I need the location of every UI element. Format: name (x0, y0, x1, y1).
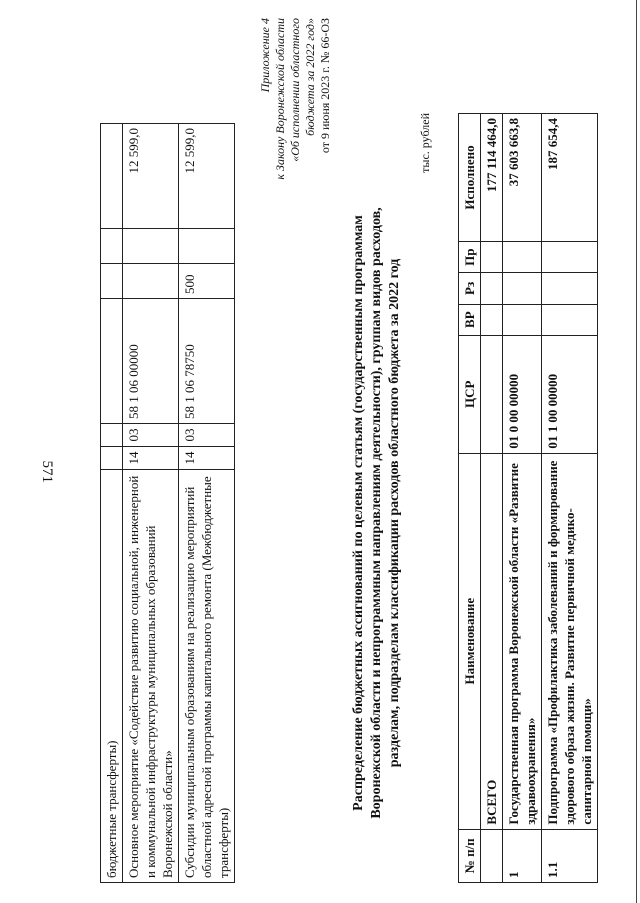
row-csr: 01 1 00 00000 (542, 335, 598, 453)
title-line: Воронежской области и непрограммным направлениям деятельности), группам видов расходов, (369, 207, 384, 819)
row-vr (481, 304, 503, 335)
header-row (459, 114, 481, 883)
document-title (350, 163, 404, 863)
appendix-line: Приложение 4 (258, 18, 272, 93)
row-subsection (101, 424, 123, 447)
table-row (503, 114, 542, 883)
table-row (123, 124, 179, 883)
row-rz (542, 273, 598, 304)
page-number: 571 (39, 460, 55, 483)
table-row (179, 124, 235, 883)
row-vr: 500 (179, 264, 235, 299)
row-name: Субсидии муниципальным образованиям на реализацию мероприятий областной адресной программы капитального ремонта (Межбюджетные трансферты) (179, 470, 235, 883)
row-value: 187 654,4 (542, 114, 598, 242)
row-name: Основное мероприятие «Содействие развитию социальной, инженерной и коммунальной инфраструктуры муниципальных образований Воронежской области» (123, 470, 179, 883)
row-subsection: 03 (123, 424, 179, 447)
row-value: 37 603 663,8 (503, 114, 542, 242)
row-csr (101, 299, 123, 424)
row-pr (542, 242, 598, 273)
table-row (101, 124, 123, 883)
header-value: Исполнено (459, 114, 481, 242)
row-rz (503, 273, 542, 304)
unit-label: тыс. рублей (418, 113, 432, 173)
row-csr (481, 335, 503, 453)
bottom-rule (636, 0, 637, 903)
row-subsection: 03 (179, 424, 235, 447)
row-section: 14 (179, 447, 235, 470)
row-csr: 01 0 00 00000 (503, 335, 542, 453)
row-pr (179, 229, 235, 264)
main-table (458, 113, 598, 883)
table-row (481, 114, 503, 883)
row-vr (101, 264, 123, 299)
row-vr (542, 304, 598, 335)
row-name: Государственная программа Воронежской области «Развитие здравоохранения» (503, 453, 542, 829)
header-pr: Пр (459, 242, 481, 273)
row-name: ВСЕГО (481, 453, 503, 829)
row-value: 12 599,0 (179, 124, 235, 229)
row-pr (503, 242, 542, 273)
row-vr (503, 304, 542, 335)
row-num (481, 829, 503, 882)
row-value: 177 114 464,0 (481, 114, 503, 242)
row-pr (481, 242, 503, 273)
row-vr (123, 264, 179, 299)
title-line: разделам, подразделам классификации расходов областного бюджета за 2022 год (387, 258, 402, 768)
row-value (101, 124, 123, 229)
header-num: № п/п (459, 829, 481, 882)
appendix-line: «Об исполнении областного (288, 18, 302, 162)
row-pr (101, 229, 123, 264)
row-num: 1 (503, 829, 542, 882)
table-row (542, 114, 598, 883)
appendix-block (258, 18, 333, 180)
row-num: 1.1 (542, 829, 598, 882)
row-section: 14 (123, 447, 179, 470)
row-name: Подпрограмма «Профилактика заболеваний и формирование здорового образа жизни. Развитие первичной медико-санитарной помощи» (542, 453, 598, 829)
row-csr: 58 1 06 78750 (179, 299, 235, 424)
row-rz (481, 273, 503, 304)
header-name: Наименование (459, 453, 481, 829)
header-vr: ВР (459, 304, 481, 335)
row-pr (123, 229, 179, 264)
row-value: 12 599,0 (123, 124, 179, 229)
row-name: бюджетные трансферты) (101, 470, 123, 883)
header-csr: ЦСР (459, 335, 481, 453)
top-table (100, 123, 235, 883)
row-section (101, 447, 123, 470)
title-line: Распределение бюджетных ассигнований по целевым статьям (государственным программам (351, 215, 366, 811)
header-rz: Рз (459, 273, 481, 304)
row-csr: 58 1 06 00000 (123, 299, 179, 424)
appendix-line: бюджета за 2022 год» (303, 18, 317, 136)
appendix-date: от 9 июня 2023 г. № 66-ОЗ (318, 18, 332, 154)
appendix-line: к Закону Воронежской области (273, 18, 287, 180)
